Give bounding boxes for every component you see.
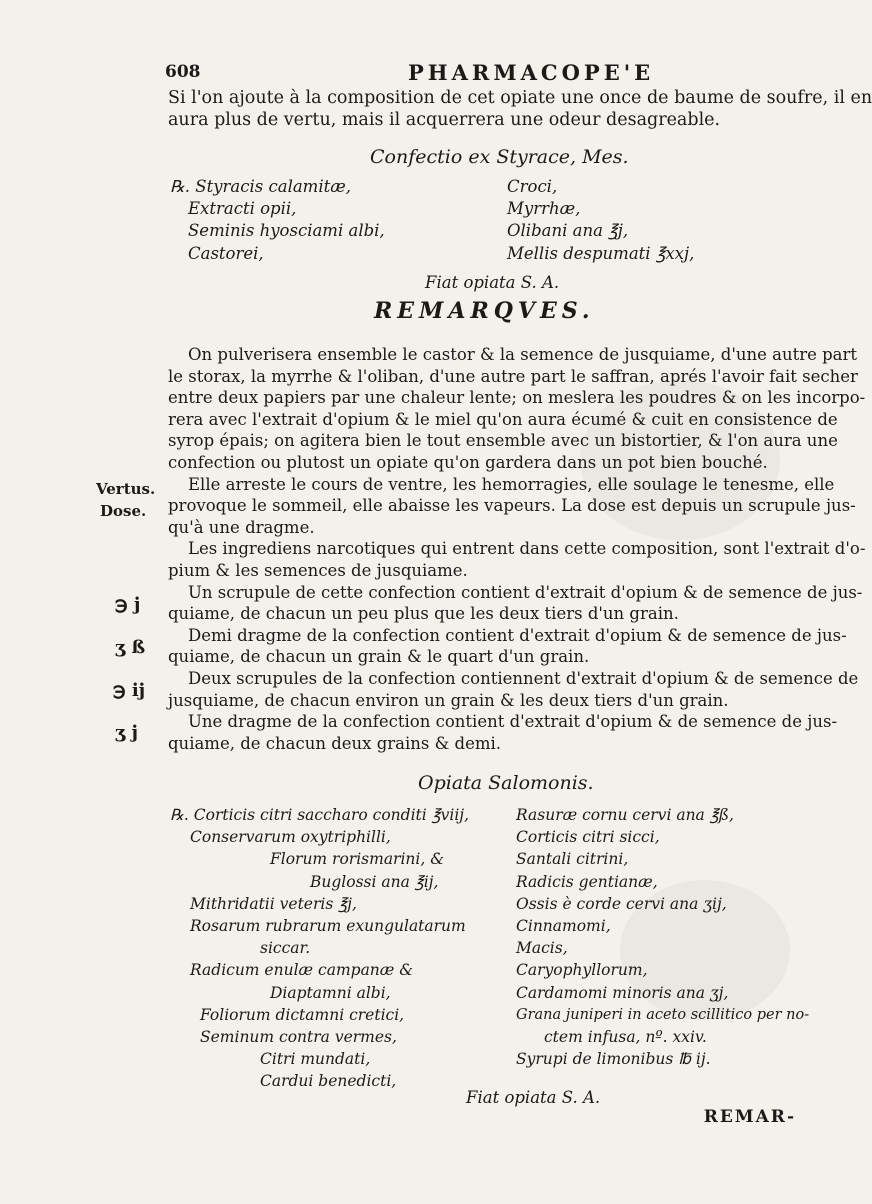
ingredient: siccar. [260, 939, 311, 958]
ingredient: Citri mundati, [260, 1050, 371, 1069]
fiat-line: Fiat opiata S. A. [466, 1088, 601, 1107]
ingredient: Santali citrini, [516, 850, 629, 869]
ingredient: Buglossi ana ℥ij, [310, 872, 439, 891]
running-title: PHARMACOPE'E [408, 60, 655, 85]
text-line: Un scrupule de cette confection contient d'extrait d'opium & de semence de jus- [188, 582, 863, 602]
apothecary-symbol: ʒ ß [115, 637, 146, 658]
ingredient: Syrupi de limonibus ℔ ij. [516, 1050, 711, 1069]
ingredient: Florum rorismarini, & [270, 850, 445, 869]
ingredient: ℞. Corticis citri saccharo conditi ℥viij, [170, 806, 470, 824]
ingredient: Diaptamni albi, [270, 983, 391, 1002]
text-line: rera avec l'extrait d'opium & le miel qu'on aura écumé & cuit en consistence de [168, 409, 838, 429]
margin-note-dose: Dose. [100, 502, 147, 520]
text-line: confection ou plutost un opiate qu'on gardera dans un pot bien bouché. [168, 452, 768, 472]
ingredient: Extracti opii, [188, 199, 297, 219]
page-number: 608 [165, 62, 201, 82]
ingredient: Mithridatii veteris ℥j, [190, 894, 357, 913]
text-line: Une dragme de la confection contient d'extrait d'opium & de semence de jus- [188, 712, 838, 732]
recipe-title: Confectio ex Styrace, Mes. [370, 146, 629, 168]
recipe-left-column [170, 176, 385, 265]
text-line: On pulverisera ensemble le castor & la semence de jusquiame, d'une autre part [188, 345, 858, 364]
ingredient: ℞. Styracis calamitæ, [170, 177, 351, 196]
recipe-left-column [170, 804, 469, 1093]
recipe-title: Opiata Salomonis. [418, 772, 594, 794]
text-line: le storax, la myrrhe & l'oliban, d'une autre part le saffran, aprés l'avoir fait secher [168, 366, 858, 386]
text-line: Deux scrupules de la confection contiennent d'extrait d'opium & de semence de [188, 668, 859, 688]
text-line: Les ingrediens narcotiques qui entrent dans cette composition, sont l'extrait d'o- [188, 539, 866, 559]
apothecary-symbol: ℈ j [115, 594, 141, 615]
ingredient: Ossis è corde cervi ana ʒij, [516, 894, 727, 913]
text-line: jusquiame, de chacun environ un grain & les deux tiers d'un grain. [168, 690, 729, 710]
ingredient: Castorei, [188, 243, 264, 263]
ingredient: Seminis hyosciami albi, [188, 221, 385, 241]
text-line: aura plus de vertu, mais il acquerrera une odeur desagreable. [168, 109, 721, 130]
text-line: quiame, de chacun un peu plus que les deux tiers d'un grain. [168, 604, 679, 624]
text-line: Demi dragme de la confection contient d'extrait d'opium & de semence de jus- [188, 625, 847, 645]
ingredient: Rosarum rubrarum exungulatarum [190, 917, 466, 936]
remarques-text [168, 344, 866, 754]
ingredient: Grana juniperi in aceto scillitico per no- [516, 1006, 810, 1023]
text-line: Si l'on ajoute à la composition de cet opiate une once de baume de soufre, il en [168, 88, 872, 108]
ingredient: Seminum contra vermes, [200, 1028, 397, 1047]
ingredient: Macis, [516, 939, 568, 958]
ingredient: Caryophyllorum, [516, 961, 648, 980]
text-line: quiame, de chacun deux grains & demi. [168, 733, 502, 753]
text-line: pium & les semences de jusquiame. [168, 560, 468, 580]
text-line: provoque le sommeil, elle abaisse les vapeurs. La dose est depuis un scrupule jus- [168, 496, 856, 516]
ingredient: Corticis citri sicci, [516, 828, 660, 847]
recipe-right-column [507, 176, 694, 265]
apothecary-symbol: ℈ ij [113, 680, 146, 701]
recipe-right-column [516, 804, 809, 1070]
ingredient: Mellis despumati ℥xxj, [507, 243, 695, 263]
intro-paragraph [168, 88, 872, 131]
text-line: Elle arreste le cours de ventre, les hemorragies, elle soulage le tenesme, elle [188, 474, 835, 494]
remarques-heading: REMARQVES. [374, 298, 595, 324]
ingredient: Cardui benedicti, [260, 1072, 397, 1091]
text-line: qu'à une dragme. [168, 517, 315, 537]
apothecary-symbol: ʒ j [115, 722, 139, 743]
ingredient: ctem infusa, nº. xxiv. [544, 1028, 707, 1047]
ingredient: Conservarum oxytriphilli, [190, 828, 391, 847]
ingredient: Foliorum dictamni cretici, [200, 1005, 405, 1024]
text-line: entre deux papiers par une chaleur lente; on meslera les poudres & on les incorpo- [168, 388, 866, 408]
ingredient: Olibani ana ℥j, [507, 221, 629, 241]
fiat-line: Fiat opiata S. A. [425, 273, 560, 292]
ingredient: Cinnamomi, [516, 917, 611, 936]
text-line: quiame, de chacun un grain & le quart d'un grain. [168, 647, 590, 667]
margin-note-vertus: Vertus. [96, 480, 156, 498]
ingredient: Myrrhæ, [507, 199, 581, 219]
ingredient: Radicum enulæ campanæ & [190, 961, 414, 980]
ingredient: Croci, [507, 177, 558, 196]
text-line: syrop épais; on agitera bien le tout ensemble avec un bistortier, & l'on aura une [168, 431, 838, 451]
ingredient: Radicis gentianæ, [516, 872, 658, 891]
catchword: REMAR- [703, 1107, 796, 1127]
ingredient: Cardamomi minoris ana ʒj, [516, 983, 729, 1002]
ingredient: Rasuræ cornu cervi ana ℥ß, [516, 806, 734, 824]
